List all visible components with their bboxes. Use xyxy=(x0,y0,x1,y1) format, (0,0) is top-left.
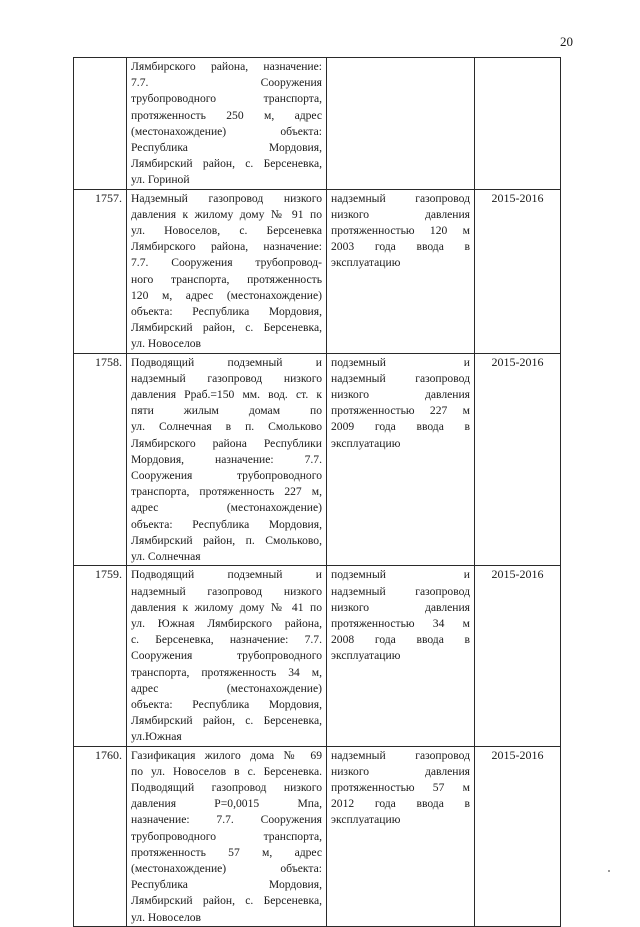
description-line: Лямбирский район, п. Смольково, xyxy=(131,533,322,547)
description-line: давления к жилому дому № 91 по xyxy=(131,207,322,221)
registry-row xyxy=(74,746,561,926)
characteristics-line: надземный газопровод xyxy=(331,371,470,385)
description-line: Газификация жилого дома № 69 xyxy=(131,748,322,762)
characteristics-line: низкого давления xyxy=(331,600,470,614)
description-line: надземный газопровод низкого xyxy=(131,371,322,385)
characteristics-line: низкого давления xyxy=(331,764,470,778)
period-years: 2015-2016 xyxy=(475,566,561,746)
description-line: Лямбирский район, с. Берсеневка, xyxy=(131,321,322,335)
description-line: ул. Южная Лямбирского района, xyxy=(131,616,322,630)
object-description xyxy=(127,353,327,566)
entry-number: 1757. xyxy=(74,189,127,353)
description-line: объекта: Республика Мордовия, xyxy=(131,517,322,531)
description-line: ул. Новоселов xyxy=(131,910,202,924)
description-line: Сооружения трубопроводного xyxy=(131,469,322,483)
description-line: ул. Новоселов xyxy=(131,337,202,351)
registry-row xyxy=(74,58,561,190)
registry-row xyxy=(74,566,561,746)
characteristics-line: низкого давления xyxy=(331,207,470,221)
characteristics-line: протяженностью 227 м xyxy=(331,404,470,418)
object-characteristics xyxy=(327,566,475,746)
description-line: пяти жилым домам по xyxy=(131,404,322,418)
page-number: 20 xyxy=(560,34,573,49)
description-line: Подводящий подземный и xyxy=(131,355,322,369)
characteristics-line: надземный газопровод xyxy=(331,191,470,205)
characteristics-line: 2008 года ввода в xyxy=(331,633,470,647)
description-line: объекта: Республика Мордовия, xyxy=(131,697,322,711)
description-line: адрес (местонахождение) xyxy=(131,501,322,515)
characteristics-line: низкого давления xyxy=(331,388,470,402)
description-line: адрес (местонахождение) xyxy=(131,681,322,695)
characteristics-line: протяженностью 120 м xyxy=(331,224,470,238)
characteristics-line: подземный и xyxy=(331,568,470,582)
characteristics-line: 2009 года ввода в xyxy=(331,420,470,434)
characteristics-line: эксплуатацию xyxy=(331,436,401,450)
description-line: Подводящий газопровод низкого xyxy=(131,780,322,794)
characteristics-line: надземный газопровод xyxy=(331,584,470,598)
description-line: ул. Солнечная xyxy=(131,550,201,564)
object-characteristics xyxy=(327,746,475,926)
description-line: объекта: Республика Мордовия, xyxy=(131,305,322,319)
description-line: давления Р=0,0015 Мпа, xyxy=(131,797,322,811)
characteristics-line: подземный и xyxy=(331,355,470,369)
description-line: давления Рраб.=150 мм. вод. ст. к xyxy=(131,388,322,402)
description-line: ул. Гориной xyxy=(131,173,190,187)
description-line: 7.7. Сооружения xyxy=(131,76,322,90)
characteristics-line: эксплуатацию xyxy=(331,256,401,270)
description-line: надземный газопровод низкого xyxy=(131,584,322,598)
description-line: (местонахождение) объекта: xyxy=(131,124,322,138)
period-years: 2015-2016 xyxy=(475,746,561,926)
description-line: Сооружения трубопроводного xyxy=(131,649,322,663)
characteristics-line: протяженностью 57 м xyxy=(331,780,470,794)
description-line: Лямбирского района, назначение: xyxy=(131,60,322,73)
entry-number xyxy=(74,58,127,190)
description-line: (местонахождение) объекта: xyxy=(131,861,322,875)
characteristics-line: 2003 года ввода в xyxy=(331,240,470,254)
description-line: Лямбирского района, назначение: xyxy=(131,240,322,254)
characteristics-line: 2012 года ввода в xyxy=(331,797,470,811)
description-line: трубопроводного транспорта, xyxy=(131,92,322,106)
description-line: протяженность 57 м, адрес xyxy=(131,845,322,859)
characteristics-line: эксплуатацию xyxy=(331,649,401,663)
description-line: ул. Солнечная в п. Смольково xyxy=(131,420,322,434)
description-line: транспорта, протяженность 227 м, xyxy=(131,485,322,499)
description-line: Республика Мордовия, xyxy=(131,141,322,155)
description-line: 7.7. Сооружения трубопровод- xyxy=(131,256,322,270)
object-characteristics xyxy=(327,189,475,353)
description-line: Республика Мордовия, xyxy=(131,878,322,892)
description-line: по ул. Новоселов в с. Берсеневка. xyxy=(131,764,322,778)
characteristics-line: надземный газопровод xyxy=(331,748,470,762)
period-years: 2015-2016 xyxy=(475,189,561,353)
object-description xyxy=(127,58,327,190)
entry-number: 1760. xyxy=(74,746,127,926)
description-line: ул. Новоселов, с. Берсеневка xyxy=(131,224,322,238)
description-line: Лямбирского района Республики xyxy=(131,436,322,450)
description-line: назначение: 7.7. Сооружения xyxy=(131,813,322,827)
description-line: протяженность 250 м, адрес xyxy=(131,108,322,122)
object-description xyxy=(127,746,327,926)
registry-row xyxy=(74,189,561,353)
object-characteristics xyxy=(327,58,475,190)
period-years: 2015-2016 xyxy=(475,353,561,566)
description-line: трубопроводного транспорта, xyxy=(131,829,322,843)
description-line: Мордовия, назначение: 7.7. xyxy=(131,452,322,466)
object-characteristics xyxy=(327,353,475,566)
description-line: 120 м, адрес (местонахождение) xyxy=(131,288,322,302)
characteristics-line: протяженностью 34 м xyxy=(331,616,470,630)
description-line: Лямбирский район, с. Берсеневка, xyxy=(131,714,322,728)
description-line: с. Берсеневка, назначение: 7.7. xyxy=(131,633,322,647)
entry-number: 1758. xyxy=(74,353,127,566)
period-years xyxy=(475,58,561,190)
description-line: транспорта, протяженность 34 м, xyxy=(131,665,322,679)
description-line: Надземный газопровод низкого xyxy=(131,191,322,205)
registry-table xyxy=(73,57,561,927)
description-line: ного транспорта, протяженность xyxy=(131,272,322,286)
characteristics-line: эксплуатацию xyxy=(331,813,401,827)
description-line: ул.Южная xyxy=(131,730,182,744)
entry-number: 1759. xyxy=(74,566,127,746)
description-line: давления к жилому дому № 41 по xyxy=(131,600,322,614)
registry-row xyxy=(74,353,561,566)
object-description xyxy=(127,189,327,353)
description-line: Лямбирский район, с. Берсеневка, xyxy=(131,894,322,908)
scan-mark xyxy=(608,870,610,872)
description-line: Лямбирский район, с. Берсеневка, xyxy=(131,157,322,171)
description-line: Подводящий подземный и xyxy=(131,568,322,582)
object-description xyxy=(127,566,327,746)
